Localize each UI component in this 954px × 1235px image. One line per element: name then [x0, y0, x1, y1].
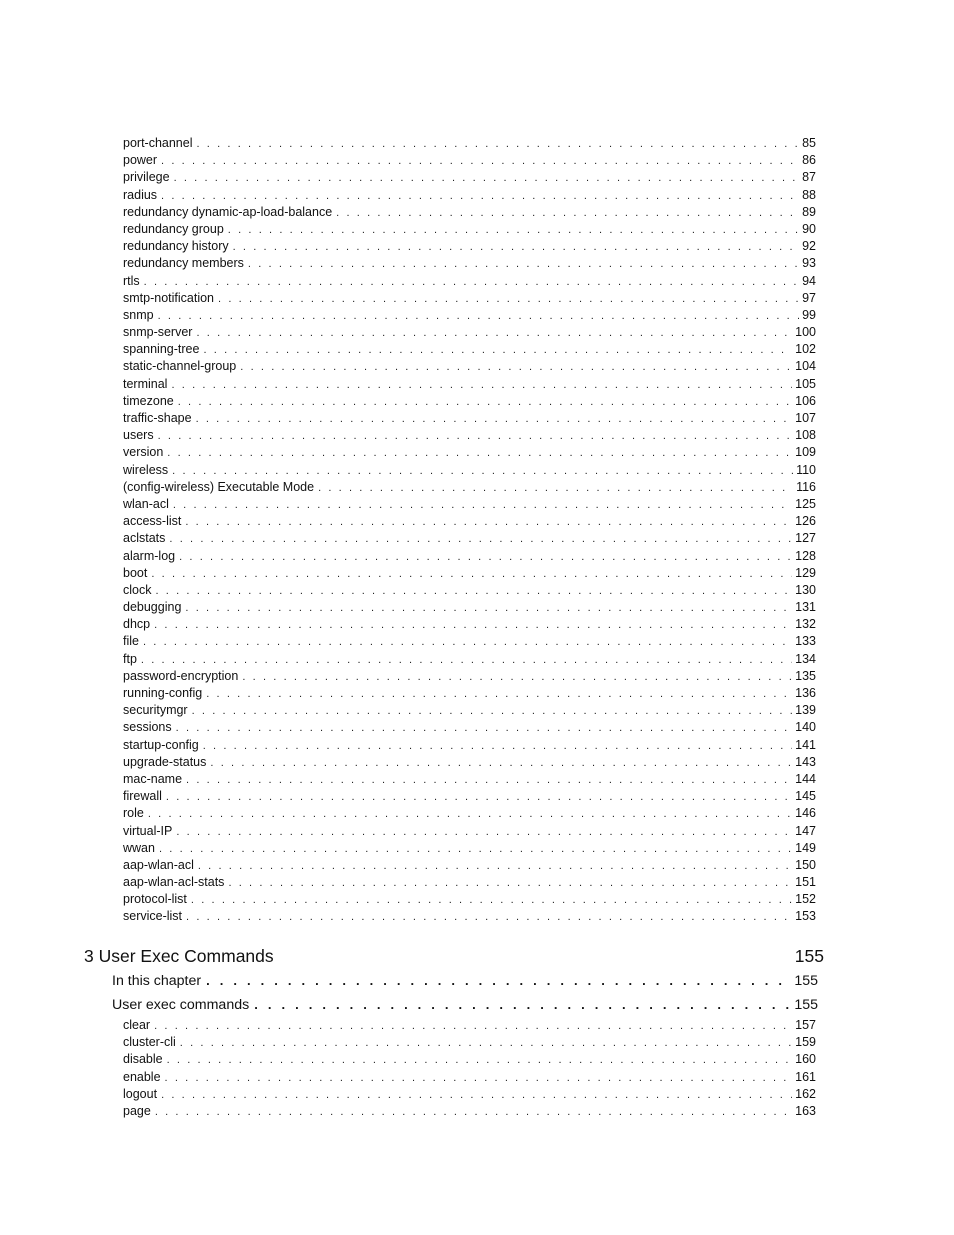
- dot-leader: [233, 239, 799, 255]
- toc-entry-label: aap-wlan-acl: [123, 857, 194, 872]
- toc-entry-page-number: 136: [795, 686, 816, 700]
- toc-entry[interactable]: [123, 754, 816, 771]
- dot-leader: [171, 377, 792, 393]
- dot-leader: [151, 566, 792, 582]
- dot-leader: [248, 256, 799, 272]
- dot-leader: [144, 274, 799, 290]
- toc-entry-label: page: [123, 1103, 151, 1118]
- toc-entry[interactable]: [123, 376, 816, 393]
- toc-entry[interactable]: [123, 891, 816, 908]
- dot-leader: [178, 394, 792, 410]
- toc-entry[interactable]: [123, 548, 816, 565]
- toc-entry-page-number: 104: [795, 359, 816, 374]
- section-label: In this chapter: [112, 973, 202, 989]
- toc-entry[interactable]: [123, 857, 816, 874]
- toc-entry-label: ftp: [123, 651, 137, 666]
- dot-leader: [158, 428, 793, 444]
- toc-entry[interactable]: [123, 582, 816, 599]
- dot-leader: [203, 738, 792, 754]
- toc-entry-label: version: [123, 445, 164, 460]
- toc-entry-label: securitymgr: [123, 703, 188, 718]
- toc-entry-label: privilege: [123, 170, 170, 185]
- dot-leader: [196, 325, 792, 341]
- toc-entry[interactable]: [123, 444, 816, 461]
- toc-section-in-this-chapter[interactable]: [112, 971, 818, 991]
- toc-entry[interactable]: [123, 719, 816, 736]
- toc-entry-page-number: 88: [802, 187, 816, 202]
- toc-entry-page-number: 145: [795, 789, 816, 804]
- toc-entry-label: power: [123, 153, 158, 168]
- toc-entry-page-number: 127: [795, 531, 816, 546]
- toc-entry[interactable]: [123, 1034, 816, 1051]
- toc-entry-label: static-channel-group: [123, 359, 237, 374]
- dot-leader: [191, 892, 792, 908]
- toc-entry-label: access-list: [123, 514, 182, 529]
- toc-entry-label: redundancy history: [123, 239, 229, 254]
- toc-entry-page-number: 147: [795, 823, 816, 838]
- dot-leader: [185, 600, 792, 616]
- toc-entry[interactable]: [123, 702, 816, 719]
- toc-entry-label: wlan-acl: [123, 496, 169, 511]
- toc-entry[interactable]: [123, 204, 816, 221]
- dot-leader: [167, 445, 792, 461]
- toc-entry[interactable]: [123, 805, 816, 822]
- toc-entry[interactable]: [123, 823, 816, 840]
- toc-entry-page-number: 157: [795, 1018, 816, 1032]
- dot-leader: [206, 686, 792, 702]
- toc-entry[interactable]: [123, 616, 816, 633]
- toc-entry-label: redundancy members: [123, 256, 244, 271]
- dot-leader: [228, 875, 792, 891]
- toc-entry-label: protocol-list: [123, 892, 187, 907]
- toc-entry[interactable]: [123, 1069, 816, 1086]
- dot-leader: [218, 291, 799, 307]
- toc-entry-label: rtls: [123, 273, 140, 288]
- toc-entry-label: file: [123, 634, 139, 649]
- toc-entry-page-number: 132: [795, 617, 816, 632]
- dot-leader: [206, 971, 790, 991]
- toc-list-chapter-3: [123, 1017, 816, 1120]
- toc-entry-label: aap-wlan-acl-stats: [123, 875, 225, 890]
- toc-entry[interactable]: [123, 221, 816, 238]
- dot-leader: [172, 463, 793, 479]
- toc-entry[interactable]: [123, 788, 816, 805]
- toc-entry-page-number: 108: [795, 428, 816, 443]
- dot-leader: [141, 652, 792, 668]
- dot-leader: [185, 514, 792, 530]
- dot-leader: [148, 806, 792, 822]
- toc-entry[interactable]: [123, 290, 816, 307]
- toc-entry-label: running-config: [123, 686, 203, 700]
- toc-entry-page-number: 89: [802, 204, 816, 219]
- dot-leader: [318, 480, 793, 496]
- toc-entry[interactable]: [123, 668, 816, 685]
- dot-leader: [174, 170, 800, 186]
- dot-leader: [176, 824, 792, 840]
- toc-entry-label: spanning-tree: [123, 342, 200, 357]
- dot-leader: [336, 205, 799, 221]
- toc-entry[interactable]: [123, 1086, 816, 1103]
- toc-entry-label: wireless: [123, 462, 169, 477]
- toc-entry[interactable]: [123, 307, 816, 324]
- dot-leader: [169, 531, 792, 547]
- toc-entry-page-number: 125: [795, 496, 816, 511]
- toc-entry-page-number: 90: [802, 221, 816, 236]
- toc-entry[interactable]: [123, 874, 816, 891]
- toc-entry[interactable]: [123, 1051, 816, 1068]
- toc-entry-label: redundancy group: [123, 221, 224, 236]
- dot-leader: [161, 153, 799, 169]
- toc-entry-label: redundancy dynamic-ap-load-balance: [123, 204, 333, 219]
- toc-entry-page-number: 126: [795, 514, 816, 529]
- toc-entry[interactable]: [123, 187, 816, 204]
- toc-entry-page-number: 85: [802, 136, 816, 150]
- toc-entry-page-number: 100: [795, 325, 816, 340]
- toc-entry[interactable]: [123, 530, 816, 547]
- toc-entry[interactable]: [123, 169, 816, 186]
- toc-entry-page-number: 143: [795, 754, 816, 769]
- toc-entry-page-number: 151: [795, 875, 816, 890]
- toc-entry-page-number: 153: [795, 909, 816, 924]
- toc-entry[interactable]: [123, 135, 816, 152]
- toc-entry[interactable]: [123, 771, 816, 788]
- dot-leader: [240, 359, 792, 375]
- toc-entry-page-number: 160: [795, 1052, 816, 1067]
- toc-entry-page-number: 133: [795, 634, 816, 649]
- dot-leader: [173, 497, 792, 513]
- dot-leader: [161, 188, 799, 204]
- dot-leader: [254, 995, 790, 1015]
- toc-entry[interactable]: [123, 908, 816, 925]
- toc-entry-page-number: 116: [796, 479, 816, 494]
- toc-entry-page-number: 135: [795, 668, 816, 683]
- toc-entry[interactable]: [123, 651, 816, 668]
- toc-entry-label: traffic-shape: [123, 411, 192, 425]
- toc-entry-label: firewall: [123, 789, 162, 804]
- toc-section-user-exec-commands[interactable]: [112, 995, 818, 1015]
- toc-entry-label: timezone: [123, 393, 174, 408]
- toc-entry-label: debugging: [123, 600, 182, 615]
- dot-leader: [143, 634, 792, 650]
- toc-entry-label: radius: [123, 187, 158, 202]
- dot-leader: [179, 549, 792, 565]
- toc-entry-label: sessions: [123, 720, 172, 735]
- toc-entry[interactable]: [123, 273, 816, 290]
- dot-leader: [155, 1104, 792, 1120]
- toc-entry[interactable]: [123, 255, 816, 272]
- toc-entry-page-number: 141: [795, 737, 816, 752]
- toc-entry-page-number: 146: [795, 806, 816, 821]
- toc-entry[interactable]: [123, 152, 816, 169]
- toc-entry[interactable]: [123, 462, 816, 479]
- toc-entry[interactable]: [123, 496, 816, 513]
- toc-entry-page-number: 150: [795, 857, 816, 872]
- toc-entry-page-number: 99: [802, 307, 816, 322]
- toc-list-continued: [123, 135, 816, 926]
- dot-leader: [196, 411, 793, 427]
- toc-entry[interactable]: [123, 1103, 816, 1120]
- toc-entry-label: password-encryption: [123, 668, 239, 683]
- toc-entry[interactable]: [123, 358, 816, 375]
- toc-entry[interactable]: [123, 513, 816, 530]
- dot-leader: [186, 772, 792, 788]
- toc-entry-label: service-list: [123, 909, 183, 924]
- toc-entry[interactable]: [123, 341, 816, 358]
- dot-leader: [154, 617, 792, 633]
- toc-entry-page-number: 87: [802, 170, 816, 185]
- toc-entry-label: role: [123, 806, 144, 821]
- dot-leader: [159, 841, 792, 857]
- toc-entry[interactable]: [123, 737, 816, 754]
- toc-entry-page-number: 130: [795, 582, 816, 597]
- toc-entry-page-number: 152: [795, 892, 816, 907]
- toc-entry-label: virtual-IP: [123, 823, 173, 838]
- toc-entry[interactable]: [123, 1017, 816, 1034]
- dot-leader: [165, 1070, 793, 1086]
- toc-entry-page-number: 86: [802, 153, 816, 168]
- toc-entry-label: snmp-server: [123, 325, 193, 340]
- toc-entry-label: boot: [123, 565, 148, 580]
- toc-entry-page-number: 97: [802, 290, 816, 305]
- dot-leader: [158, 308, 800, 324]
- toc-entry[interactable]: [123, 393, 816, 410]
- dot-leader: [155, 583, 792, 599]
- toc-entry-page-number: 92: [802, 239, 816, 254]
- toc-entry[interactable]: [123, 685, 816, 702]
- section-page-number: 155: [794, 997, 818, 1013]
- toc-entry-page-number: 93: [802, 256, 816, 271]
- dot-leader: [203, 342, 792, 358]
- chapter-page-number: 155: [794, 946, 824, 966]
- dot-leader: [210, 755, 792, 771]
- toc-entry[interactable]: [123, 633, 816, 650]
- toc-entry[interactable]: [123, 324, 816, 341]
- toc-entry-page-number: 110: [796, 462, 816, 477]
- toc-entry[interactable]: [123, 565, 816, 582]
- dot-leader: [192, 703, 793, 719]
- toc-entry-label: wwan: [123, 840, 155, 855]
- toc-entry[interactable]: [123, 599, 816, 616]
- toc-entry[interactable]: [123, 410, 816, 427]
- toc-entry-page-number: 128: [795, 548, 816, 563]
- toc-entry-page-number: 109: [795, 445, 816, 460]
- dot-leader: [242, 669, 792, 685]
- toc-entry-page-number: 131: [795, 600, 816, 615]
- dot-leader: [186, 909, 792, 925]
- dot-leader: [180, 1035, 792, 1051]
- toc-entry-page-number: 140: [795, 720, 816, 735]
- dot-leader: [154, 1018, 792, 1034]
- toc-entry-page-number: 161: [795, 1069, 816, 1084]
- dot-leader: [161, 1087, 792, 1103]
- toc-entry-label: cluster-cli: [123, 1035, 176, 1050]
- toc-entry-label: alarm-log: [123, 548, 176, 563]
- toc-entry-label: clock: [123, 582, 152, 597]
- toc-entry-label: enable: [123, 1069, 161, 1084]
- toc-entry-label: logout: [123, 1086, 158, 1101]
- dot-leader: [176, 720, 793, 736]
- toc-entry-page-number: 139: [795, 703, 816, 718]
- toc-entry-page-number: 105: [795, 376, 816, 391]
- toc-entry-page-number: 94: [802, 273, 816, 288]
- toc-entry[interactable]: [123, 840, 816, 857]
- chapter-title: 3 User Exec Commands: [84, 946, 274, 966]
- toc-entry-label: upgrade-status: [123, 754, 207, 769]
- toc-entry-page-number: 144: [795, 771, 816, 786]
- toc-entry-label: mac-name: [123, 771, 183, 786]
- toc-entry-label: snmp: [123, 307, 154, 322]
- toc-entry[interactable]: [123, 238, 816, 255]
- toc-entry-page-number: 163: [795, 1103, 816, 1118]
- toc-entry-page-number: 106: [795, 393, 816, 408]
- dot-leader: [166, 789, 792, 805]
- toc-entry[interactable]: [123, 427, 816, 444]
- dot-leader: [228, 222, 799, 238]
- toc-entry-label: dhcp: [123, 617, 151, 632]
- toc-entry[interactable]: [123, 479, 816, 496]
- toc-entry-page-number: 159: [795, 1035, 816, 1050]
- section-page-number: 155: [794, 973, 818, 989]
- toc-entry-label: (config-wireless) Executable Mode: [123, 479, 315, 494]
- toc-entry-label: disable: [123, 1052, 163, 1067]
- section-label: User exec commands: [112, 997, 250, 1013]
- dot-leader: [198, 858, 792, 874]
- toc-entry-label: smtp-notification: [123, 290, 215, 305]
- toc-entry-label: users: [123, 428, 154, 443]
- toc-entry-label: clear: [123, 1018, 151, 1032]
- toc-entry-label: aclstats: [123, 531, 166, 546]
- toc-entry-label: terminal: [123, 376, 168, 391]
- toc-entry-page-number: 134: [795, 651, 816, 666]
- toc-entry-page-number: 129: [795, 565, 816, 580]
- toc-entry-page-number: 162: [795, 1086, 816, 1101]
- dot-leader: [197, 136, 800, 152]
- toc-entry-label: port-channel: [123, 136, 193, 150]
- toc-entry-page-number: 149: [795, 840, 816, 855]
- toc-entry-label: startup-config: [123, 737, 199, 752]
- toc-entry-page-number: 107: [795, 411, 816, 425]
- chapter-heading[interactable]: [84, 944, 824, 968]
- toc-entry-page-number: 102: [795, 342, 816, 357]
- dot-leader: [167, 1052, 793, 1068]
